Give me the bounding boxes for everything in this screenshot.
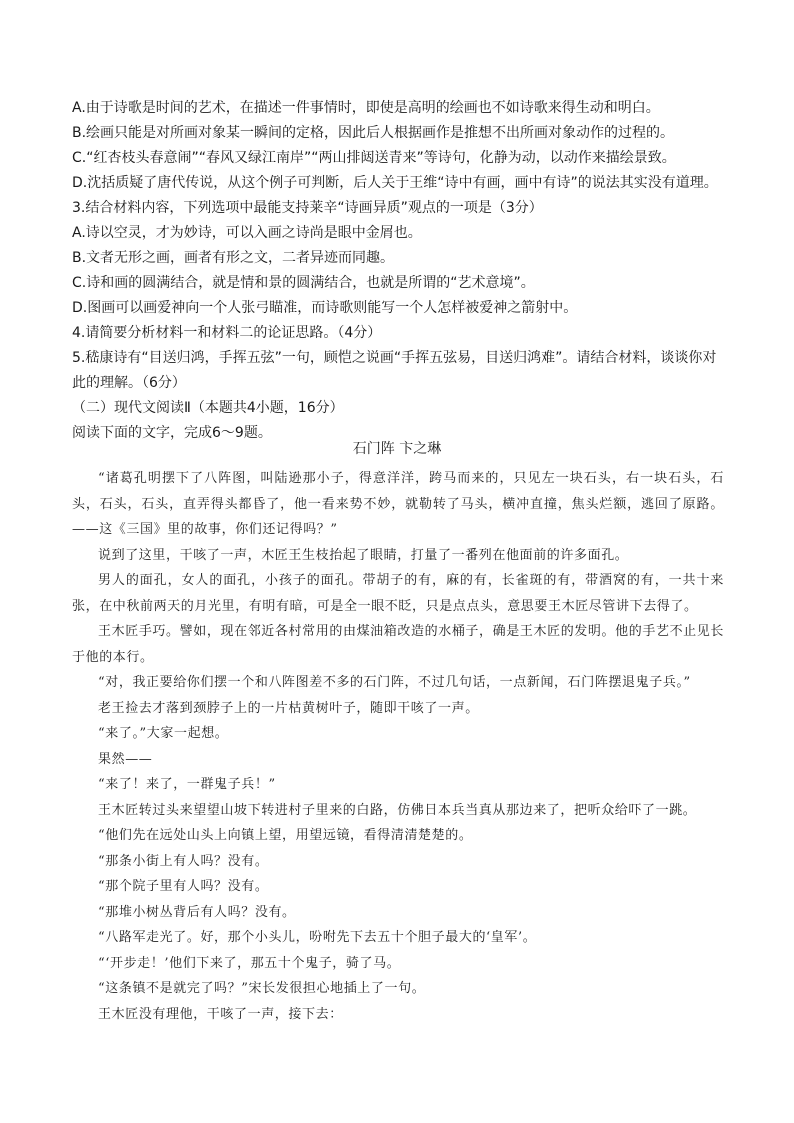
q2-option-b: B.绘画只能是对所画对象某一瞬间的定格，因此后人根据画作是推想不出所画对象动作的过程的。 xyxy=(72,125,675,141)
story-paragraph: “来了！来了，一群鬼子兵！” xyxy=(98,777,276,792)
story-paragraph: “八路军走光了。好，那个小头儿，吩咐先下去五十个胆子最大的‘皇军’。 xyxy=(98,930,537,945)
story-paragraph: “来了。”大家一起想。 xyxy=(98,726,229,741)
q2-option-d: D.沈括质疑了唐代传说，从这个例子可判断，后人关于王维“诗中有画，画中有诗”的说法其实没有道理。 xyxy=(72,175,718,191)
story-paragraph: 说到了这里，干咳了一声，木匠王生枝抬起了眼睛，打量了一番列在他面前的许多面孔。 xyxy=(98,547,629,563)
story-paragraph: “那条小街上有人吗？没有。 xyxy=(98,853,269,869)
q3-option-c: C.诗和画的圆满结合，就是情和景的圆满结合，也就是所谓的“艺术意境”。 xyxy=(72,275,535,291)
reading-instruction: 阅读下面的文字，完成6～9题。 xyxy=(72,425,272,441)
story-paragraph: 男人的面孔，女人的面孔，小孩子的面孔。带胡子的有，麻的有，长雀斑的有，带酒窝的有，一共十来张，在中秋前两天的月光里，有明有暗，可是全一眼不眨，只是点点头，意思要王木匠尽管讲下去得了。 xyxy=(72,573,724,614)
q3-option-d: D.图画可以画爱神向一个人张弓瞄准，而诗歌则能写一个人怎样被爱神之箭射中。 xyxy=(72,300,578,316)
story-paragraph: 果然—— xyxy=(98,751,153,767)
q2-option-a: A.由于诗歌是时间的艺术，在描述一件事情时，即使是高明的绘画也不如诗歌来得生动和明白。 xyxy=(72,100,660,116)
story-paragraph: “他们先在远处山头上向镇上望，用望远镜，看得清清楚楚的。 xyxy=(98,828,473,843)
story-title: 石门阵 卞之琳 xyxy=(352,441,442,457)
story-paragraph: “对，我正要给你们摆一个和八阵图差不多的石门阵，不过几句话，一点新闻，石门阵摆退鬼子兵。” xyxy=(98,675,691,690)
story-paragraph: 王木匠手巧。譬如，现在邻近各村常用的由煤油箱改造的水桶子，确是王木匠的发明。他的手艺不止见长于他的本行。 xyxy=(72,624,724,665)
story-paragraph: “诸葛孔明摆下了八阵图，叫陆逊那小子，得意洋洋，跨马而来的，只见左一块石头，右一块石头，石头，石头，石头，直弄得头都昏了，他一看来势不妙，就勒转了马头，横冲直撞，焦头烂额，逃回了原路。——这《三国》里的故事，你们还记得吗？” xyxy=(72,471,724,537)
story-paragraph: “这条镇不是就完了吗？”宋长发很担心地插上了一句。 xyxy=(98,981,426,996)
story-paragraph: “‘开步走！’他们下来了，那五十个鬼子，骑了马。 xyxy=(98,955,401,971)
q3-option-a: A.诗以空灵，才为妙诗，可以入画之诗尚是眼中金屑也。 xyxy=(72,225,422,241)
q5-stem: 5.嵇康诗有“目送归鸿，手挥五弦”一句，顾恺之说画“手挥五弦易，目送归鸿难”。请结合材料，谈谈你对此的理解。（6分） xyxy=(72,350,717,391)
story-body xyxy=(72,466,724,1027)
q3-stem: 3.结合材料内容，下列选项中最能支持莱辛“诗画异质”观点的一项是（3分） xyxy=(72,200,543,216)
q3-option-b: B.文者无形之画，画者有形之文，二者异迹而同趣。 xyxy=(72,250,395,266)
story-paragraph: “那堆小树丛背后有人吗？没有。 xyxy=(98,904,296,920)
q2-option-c: C.“红杏枝头春意闹”“春风又绿江南岸”“两山排闼送青来”等诗句，化静为动，以动作来描绘景致。 xyxy=(72,150,676,166)
story-paragraph: “那个院子里有人吗？没有。 xyxy=(98,879,269,894)
section-heading: （二）现代文阅读Ⅱ（本题共4小题，16分） xyxy=(72,400,344,416)
question-section xyxy=(72,96,724,446)
story-paragraph: 王木匠转过头来望望山坡下转进村子里来的白路，仿佛日本兵当真从那边来了，把听众给吓了一跳。 xyxy=(98,802,697,818)
story-paragraph: 王木匠没有理他，干咳了一声，接下去： xyxy=(98,1006,343,1022)
story-paragraph: 老王捡去才落到颈脖子上的一片枯黄树叶子，随即干咳了一声。 xyxy=(98,700,479,716)
q4-stem: 4.请简要分析材料一和材料二的论证思路。（4分） xyxy=(72,325,382,341)
